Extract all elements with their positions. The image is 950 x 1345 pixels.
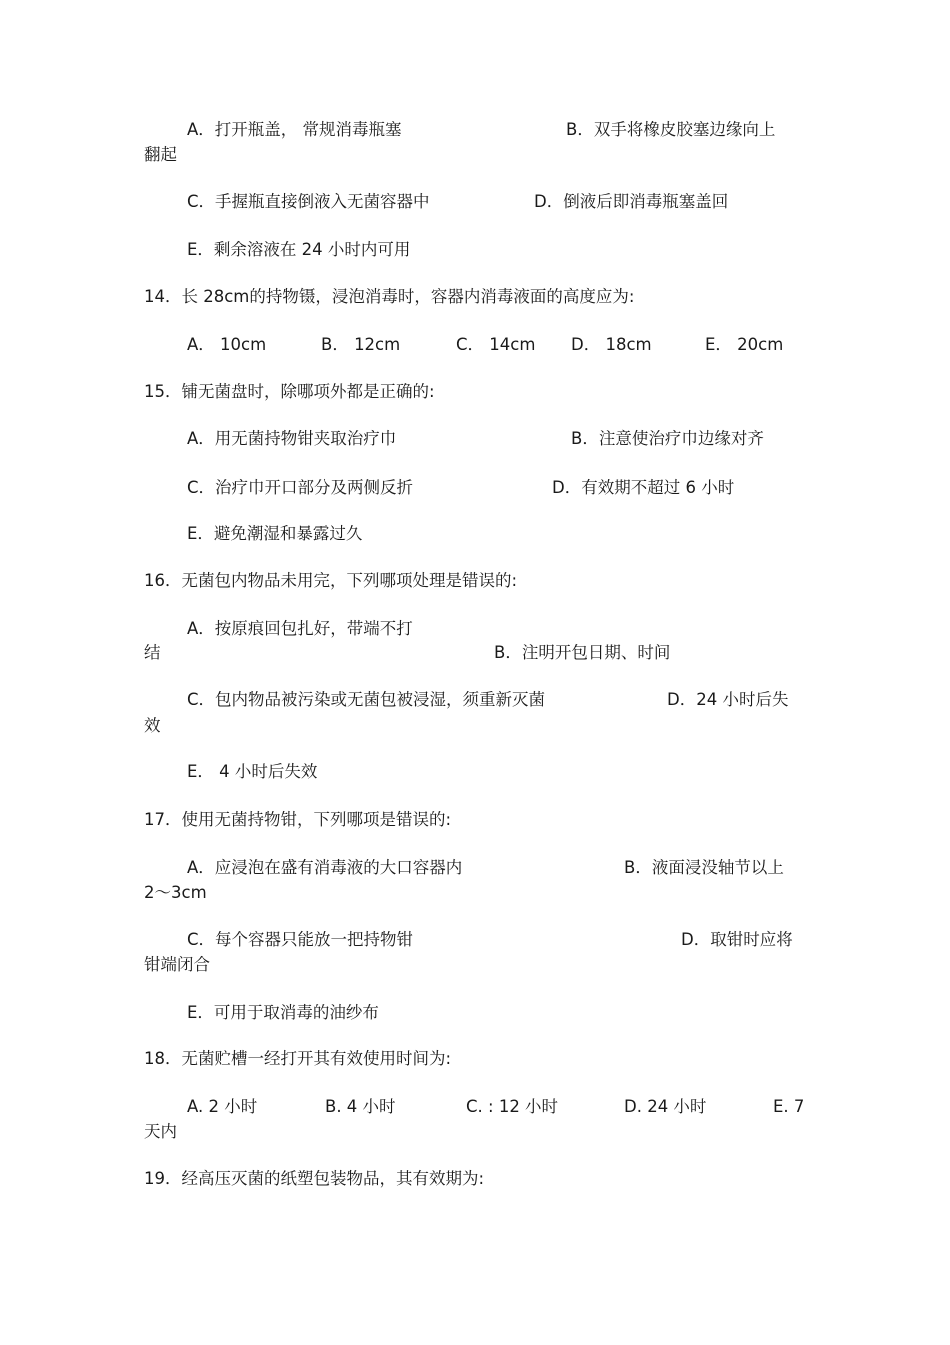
q19-stem: 19．经高压灭菌的纸塑包装物品，其有效期为: [144,1169,485,1188]
q15-option-a: A．用无菌持物钳夹取治疗巾 [187,429,397,448]
q16-option-c: C．包内物品被污染或无菌包被浸湿，须重新灭菌 [187,690,546,709]
q18-option-d: D. 24 小时 [624,1097,707,1116]
q13-option-e: E．剩余溶液在 24 小时内可用 [187,240,411,259]
q18-stem: 18．无菌贮槽一经打开其有效使用时间为: [144,1049,452,1068]
q14-option-a: A． 10cm [187,335,267,354]
q17-option-b: B．液面浸没轴节以上 [624,858,784,877]
q16-option-b: B．注明开包日期、时间 [494,643,671,662]
q18-option-e: E. 7 [773,1097,805,1116]
q16-option-a: A．按原痕回包扎好，带端不打 [187,619,413,638]
q16-option-a-wrap: 结 [144,643,161,662]
q17-option-d: D．取钳时应将 [681,930,793,949]
q17-option-a: A．应浸泡在盛有消毒液的大口容器内 [187,858,463,877]
q16-stem: 16．无菌包内物品未用完，下列哪项处理是错误的: [144,571,518,590]
q15-option-d: D．有效期不超过 6 小时 [552,478,735,497]
q14-option-b: B． 12cm [321,335,401,354]
q15-option-c: C．治疗巾开口部分及两侧反折 [187,478,414,497]
q14-option-e: E． 20cm [705,335,784,354]
q15-stem: 15．铺无菌盘时，除哪项外都是正确的: [144,382,435,401]
q14-option-c: C． 14cm [456,335,536,354]
q13-option-d: D．倒液后即消毒瓶塞盖回 [534,192,729,211]
q17-stem: 17．使用无菌持物钳，下列哪项是错误的: [144,810,452,829]
q17-option-b-wrap: 2～3cm [144,883,207,902]
q15-option-b: B．注意使治疗巾边缘对齐 [571,429,764,448]
q13-option-a: A．打开瓶盖， 常规消毒瓶塞 [187,120,402,139]
q18-option-a: A. 2 小时 [187,1097,258,1116]
q13-option-b-wrap: 翻起 [144,145,177,164]
q18-option-b: B. 4 小时 [325,1097,396,1116]
q18-option-c: C. : 12 小时 [466,1097,559,1116]
q13-option-c: C．手握瓶直接倒液入无菌容器中 [187,192,430,211]
q18-option-e-wrap: 天内 [144,1122,177,1141]
q16-option-e: E． 4 小时后失效 [187,762,318,781]
q17-option-d-wrap: 钳端闭合 [144,955,210,974]
q15-option-e: E．避免潮湿和暴露过久 [187,524,363,543]
q13-option-b: B．双手将橡皮胶塞边缘向上 [566,120,776,139]
q14-stem: 14．长 28cm的持物镊，浸泡消毒时，容器内消毒液面的高度应为: [144,287,635,306]
q16-option-d: D．24 小时后失 [667,690,789,709]
q17-option-e: E．可用于取消毒的油纱布 [187,1003,379,1022]
q14-option-d: D． 18cm [571,335,652,354]
q16-option-d-wrap: 效 [144,716,161,735]
q17-option-c: C．每个容器只能放一把持物钳 [187,930,414,949]
